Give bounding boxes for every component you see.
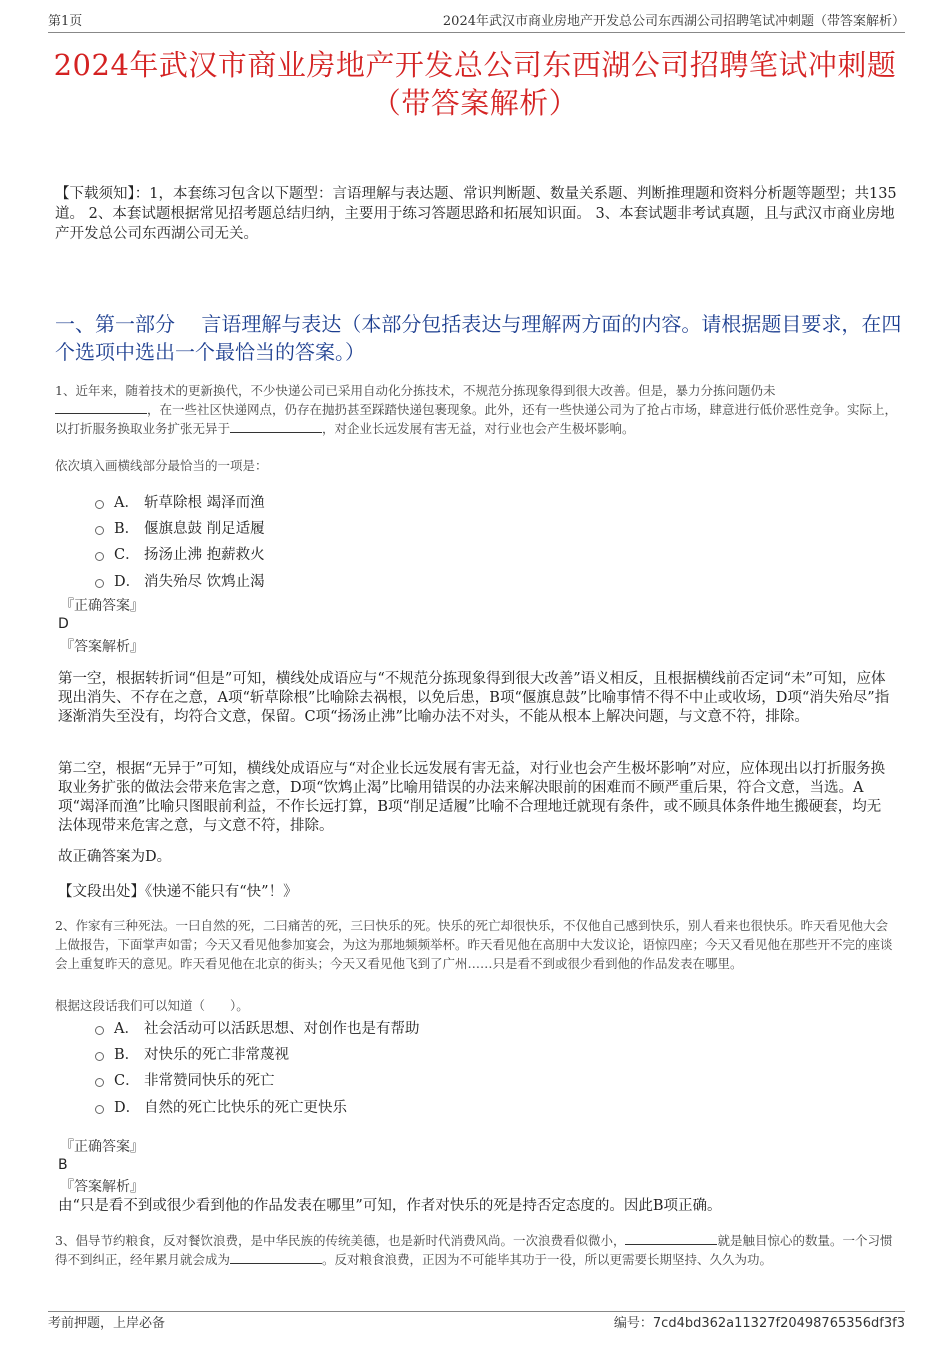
option-a[interactable]: A． 斩草除根 竭泽而渔 — [95, 488, 265, 514]
radio-icon[interactable] — [95, 1105, 104, 1114]
radio-icon[interactable] — [95, 526, 104, 535]
footer-slogan: 考前押题，上岸必备 — [48, 1316, 166, 1331]
option-c[interactable]: C． 非常赞同快乐的死亡 — [95, 1067, 420, 1093]
correct-answer-label: 『正确答案』 — [60, 598, 144, 614]
section-title: 一、第一部分 言语理解与表达（本部分包括表达与理解两方面的内容。请根据题目要求，在四个选项中选出一个最恰当的答案。） — [55, 312, 902, 364]
page-header — [48, 12, 905, 33]
question-2-prompt: 根据这段话我们可以知道（ ）。 — [55, 998, 249, 1013]
analysis-paragraph: 由“只是看不到或很少看到他的作品发表在哪里”可知，作者对快乐的死是持否定态度的。因此B项正确。 — [58, 1198, 722, 1214]
analysis-label: 『答案解析』 — [60, 639, 144, 655]
radio-icon[interactable] — [95, 1026, 104, 1035]
radio-icon[interactable] — [95, 1078, 104, 1087]
running-title: 2024年武汉市商业房地产开发总公司东西湖公司招聘笔试冲刺题（带答案解析） — [442, 14, 905, 29]
option-d[interactable]: D． 自然的死亡比快乐的死亡更快乐 — [95, 1093, 420, 1119]
radio-icon[interactable] — [95, 579, 104, 588]
document-code: 编号：7cd4bd362a11327f20498765356df3f3 — [613, 1316, 905, 1331]
option-a[interactable]: A． 社会活动可以活跃思想、对创作也是有帮助 — [95, 1014, 420, 1040]
radio-icon[interactable] — [95, 552, 104, 561]
correct-answer: B — [58, 1157, 68, 1173]
radio-icon[interactable] — [95, 1052, 104, 1061]
question-2-stem: 2、作家有三种死法。一曰自然的死，二曰痛苦的死，三曰快乐的死。快乐的死亡却很快乐，不仅他自己感到快乐，别人看来也很快乐。昨天看见他大会上做报告，下面掌声如雷；今天又看见他参加宴会，为这为那地频频举杯。昨天看见他在高朋中大发议论，语惊四座；今天又看见他在那些开不完的座谈会上重复昨天的意见。昨天看见他在北京的街头；今天又看见他飞到了广州……只是看不到或很少看到他的作品发表在哪里。 — [55, 918, 893, 971]
answer-blank — [230, 1251, 322, 1264]
answer-blank — [55, 401, 147, 414]
answer-blank — [230, 420, 322, 433]
question-1-options — [95, 488, 265, 593]
passage-source: 【文段出处】《快递不能只有“快”！》 — [58, 884, 298, 900]
page-number: 第1页 — [48, 14, 83, 29]
question-3-stem: 3、倡导节约粮食，反对餐饮浪费，是中华民族的传统美德，也是新时代消费风尚。一次浪费看似微小， 就是触目惊心的数量。一个习惯得不到纠正，经年累月就会成为 。反对粮食浪费，正因为不可能毕其功于一役，所以更需要长期坚持、久久为功。 — [55, 1233, 893, 1267]
analysis-conclusion: 故正确答案为D。 — [58, 849, 172, 865]
page-footer — [48, 1311, 905, 1334]
question-2-options — [95, 1014, 420, 1119]
option-d[interactable]: D． 消失殆尽 饮鸩止渴 — [95, 567, 265, 593]
question-1-prompt: 依次填入画横线部分最恰当的一项是： — [55, 458, 268, 473]
document-title: 2024年武汉市商业房地产开发总公司东西湖公司招聘笔试冲刺题（带答案解析） — [53, 48, 897, 120]
answer-blank — [625, 1232, 717, 1245]
analysis-paragraph-1: 第一空，根据转折词“但是”可知，横线处成语应与“不规范分拣现象得到很大改善”语义相反，且根据横线前否定词“未”可知，应体现出消失、不存在之意，A项“斩草除根”比喻除去祸根，以免后患，B项“偃旗息鼓”比喻事情不得不中止或收场，D项“消失殆尽”指逐渐消失至没有，均符合文意，保留。C项“扬汤止沸”比喻办法不对头，不能从根本上解决问题，与文意不符，排除。 — [58, 671, 890, 725]
analysis-label: 『答案解析』 — [60, 1179, 144, 1195]
option-c[interactable]: C． 扬汤止沸 抱薪救火 — [95, 541, 265, 567]
analysis-paragraph-2: 第二空，根据“无异于”可知，横线处成语应与“对企业长远发展有害无益，对行业也会产生极坏影响”对应，应体现出以打折服务换取业务扩张的做法会带来危害之意，D项“饮鸩止渴”比喻用错误的办法来解决眼前的困难而不顾严重后果，符合文意，当选。A项“竭泽而渔”比喻只图眼前利益，不作长远打算，B项“削足适履”比喻不合理地迁就现有条件，或不顾具体条件地生搬硬套，均无法体现带来危害之意，与文意不符，排除。 — [58, 761, 886, 834]
radio-icon[interactable] — [95, 500, 104, 509]
question-1-stem: 1、近年来，随着技术的更新换代，不少快递公司已采用自动化分拣技术，不规范分拣现象得到很大改善。但是，暴力分拣问题仍未 ，在一些社区快递网点，仍存在抛扔甚至踩踏快递包裹现象。此外，还有一些快递公司为了抢占市场，肆意进行低价恶性竞争。实际上，以打折服务换取业务扩张无异于 ，对企业长远发展有害无益，对行业也会产生极坏影响。 — [55, 383, 898, 436]
correct-answer-label: 『正确答案』 — [60, 1139, 144, 1155]
correct-answer: D — [58, 616, 69, 632]
option-b[interactable]: B． 偃旗息鼓 削足适履 — [95, 514, 265, 540]
option-b[interactable]: B． 对快乐的死亡非常蔑视 — [95, 1040, 420, 1066]
download-notice: 【下载须知】：1，本套练习包含以下题型：言语理解与表达题、常识判断题、数量关系题、判断推理题和资料分析题等题型；共135道。 2、本套试题根据常见招考题总结归纳，主要用于练习答题思路和拓展知识面。 3、本套试题非考试真题，且与武汉市商业房地产开发总公司东西湖公司无关。 — [55, 186, 897, 242]
